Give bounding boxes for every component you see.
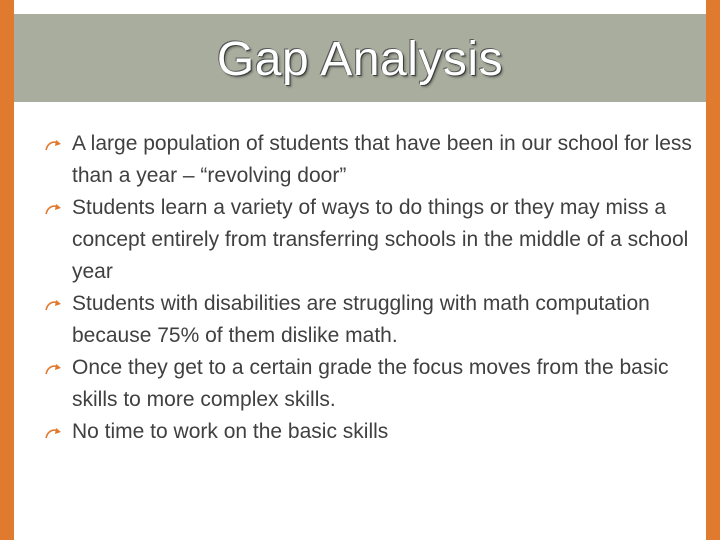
bullet-text: Students with disabilities are struggling with math computation because 75% of them dislike math. <box>72 292 650 347</box>
slide-body <box>44 128 694 448</box>
bullet-item <box>44 288 694 352</box>
bullet-item <box>44 128 694 192</box>
bullet-text: Students learn a variety of ways to do things or they may miss a concept entirely from transferring schools in the middle of a school year <box>72 196 689 283</box>
right-accent-bar <box>706 0 720 540</box>
bullet-text: No time to work on the basic skills <box>72 420 389 443</box>
curved-arrow-bullet-icon <box>44 201 62 217</box>
left-accent-bar <box>0 0 14 540</box>
bullet-list <box>44 128 694 448</box>
curved-arrow-bullet-icon <box>44 425 62 441</box>
slide-title: Gap Analysis <box>216 33 504 86</box>
title-band <box>14 14 706 105</box>
bullet-text: A large population of students that have been in our school for less than a year – “revolving door” <box>72 132 692 187</box>
curved-arrow-bullet-icon <box>44 137 62 153</box>
bullet-item <box>44 416 694 448</box>
bullet-item <box>44 192 694 288</box>
curved-arrow-bullet-icon <box>44 361 62 377</box>
bullet-item <box>44 352 694 416</box>
curved-arrow-bullet-icon <box>44 297 62 313</box>
bullet-text: Once they get to a certain grade the focus moves from the basic skills to more complex skills. <box>72 356 669 411</box>
